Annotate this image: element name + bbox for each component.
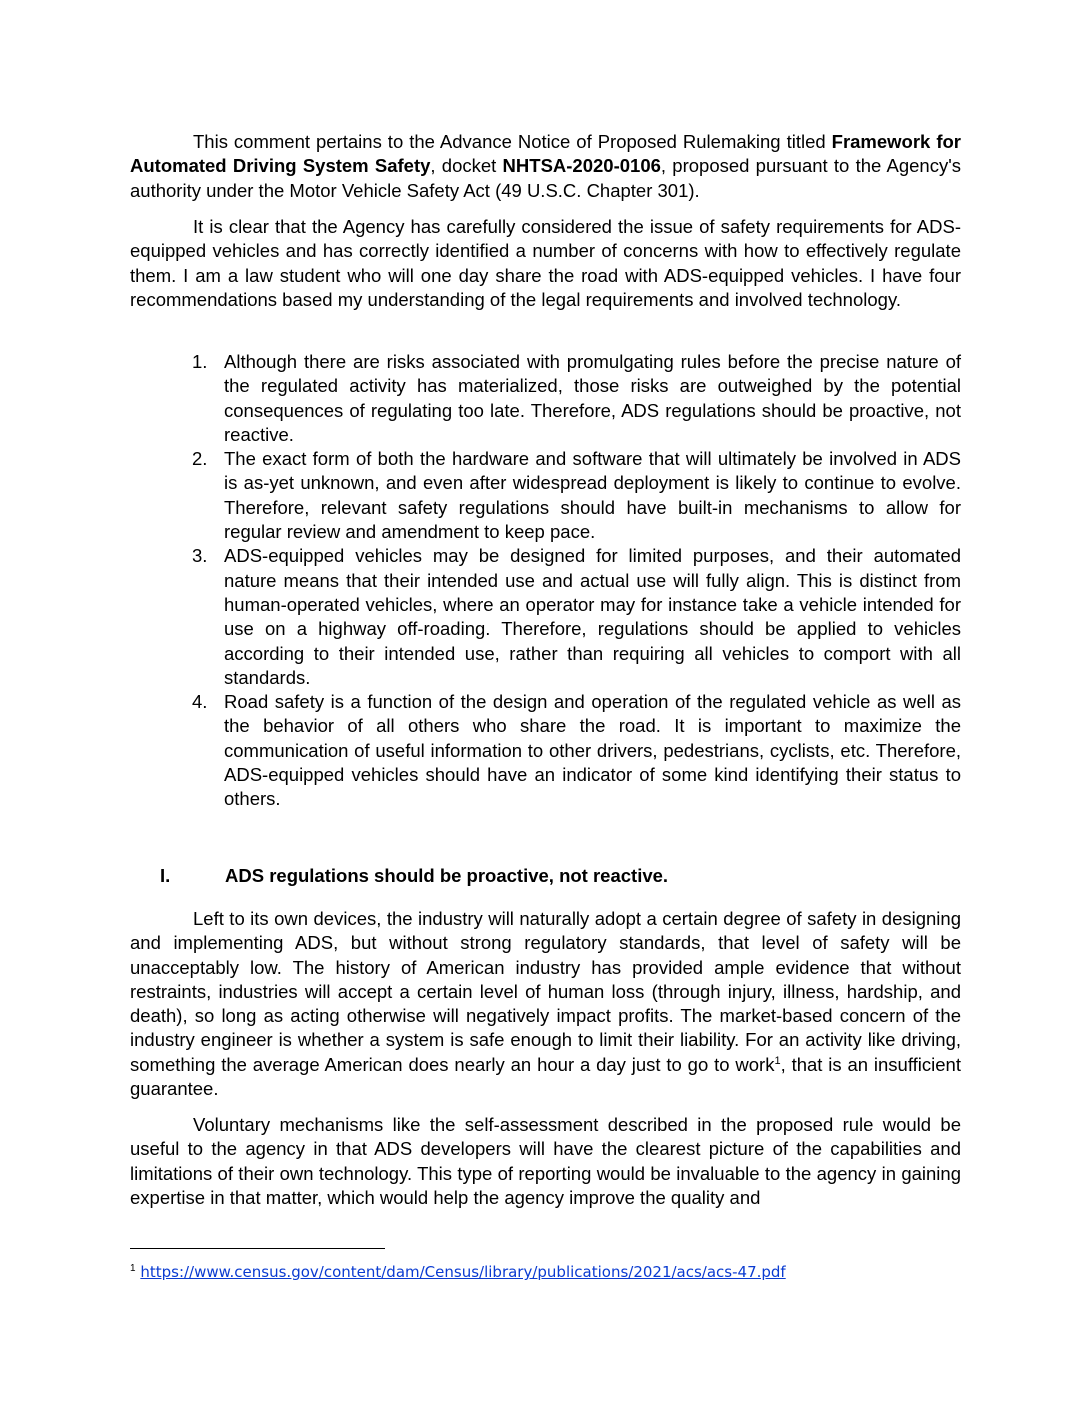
recommendation-item: [130, 690, 961, 811]
footnote-divider: [130, 1248, 385, 1249]
body-text: Left to its own devices, the industry will naturally adopt a certain degree of safety in designing and implementing ADS, but without strong regulatory standards, that level of safety will be unacceptably low. The history of American industry has provided ample evidence that without restraints, industries will accept a certain level of human loss (through injury, illness, hardship, and death), so long as acting otherwise will negatively impact profits. The market-based concern of the industry engineer is whether a system is safe enough to limit their liability. For an activity like driving, something the average American does nearly an hour a day just to go to work: [130, 908, 961, 1075]
section-paragraph-2: Voluntary mechanisms like the self-assessment described in the proposed rule would be useful to the agency in that ADS developers will have the clearest picture of the capabilities and limitations of their own technology. This type of reporting would be invaluable to the agency in gaining expertise in that matter, which would help the agency improve the quality and: [130, 1114, 961, 1208]
rulemaking-title: Framework for Automated Driving System Safety: [130, 131, 961, 177]
section-paragraph-1: [130, 907, 961, 1101]
item-number: 3.: [192, 545, 208, 567]
section-title: ADS regulations should be proactive, not reactive.: [225, 865, 669, 886]
intro-text: This comment pertains to the Advance Notice of Proposed Rulemaking titled: [193, 131, 832, 152]
recommendation-item: [130, 544, 961, 690]
item-number: 1.: [192, 351, 208, 372]
recommendation-item: [130, 447, 961, 544]
recommendation-item: [130, 350, 961, 447]
intro-paragraph-2: It is clear that the Agency has carefully considered the issue of safety requirements for ADS-equipped vehicles and has correctly identified a number of concerns with how to effectively regulate them. I am a law student who will one day share the road with ADS-equipped vehicles. I have four recommendations based my understanding of the legal requirements and involved technology.: [130, 216, 961, 310]
item-text: ADS-equipped vehicles may be designed for limited purposes, and their automated nature means that their intended use and actual use will fully align. This is distinct from human-operated vehicles, where an operator may for instance take a vehicle intended for use on a highway off-roading. Therefore, regulations should be applied to vehicles according to their intended use, rather than requiring all vehicles to comport with all standards.: [224, 545, 961, 688]
footnote-marker: 1: [130, 1263, 136, 1274]
docket-number: NHTSA-2020-0106: [502, 155, 661, 177]
item-text: Although there are risks associated with promulgating rules before the precise nature of the regulated activity has materialized, those risks are outweighed by the potential consequences of regulating too late. Therefore, ADS regulations should be proactive, not reactive.: [224, 351, 961, 445]
recommendations-list: [130, 350, 961, 812]
intro-paragraph-1: [130, 130, 961, 203]
item-number: 2.: [192, 448, 208, 470]
item-text: The exact form of both the hardware and software that will ultimately be involved in ADS is as-yet unknown, and even after widespread deployment is likely to continue to evolve. Therefore, relevant safety regulations should have built-in mechanisms to allow for regular review and amendment to keep pace.: [224, 448, 961, 543]
footnote-link[interactable]: https://www.census.gov/content/dam/Census/library/publications/2021/acs/acs-47.pdf: [140, 1263, 786, 1281]
item-text: Road safety is a function of the design and operation of the regulated vehicle as well as the behavior of all others who share the road. It is important to maximize the communication of useful information to other drivers, pedestrians, cyclists, etc. Therefore, ADS-equipped vehicles should have an indicator of some kind identifying their status to others.: [224, 691, 961, 810]
intro-text: , docket: [430, 155, 503, 177]
footnote-reference[interactable]: 1: [774, 1054, 781, 1067]
footnote: [130, 1259, 786, 1282]
item-number: 4.: [192, 691, 208, 713]
section-number: I.: [160, 865, 171, 886]
intro-text: , proposed pursuant to the Agency's authority under the Motor Vehicle Safety Act (49 U.S.C. Chapter 301).: [130, 155, 961, 201]
body-text: , that is an insufficient guarantee.: [130, 1053, 961, 1100]
